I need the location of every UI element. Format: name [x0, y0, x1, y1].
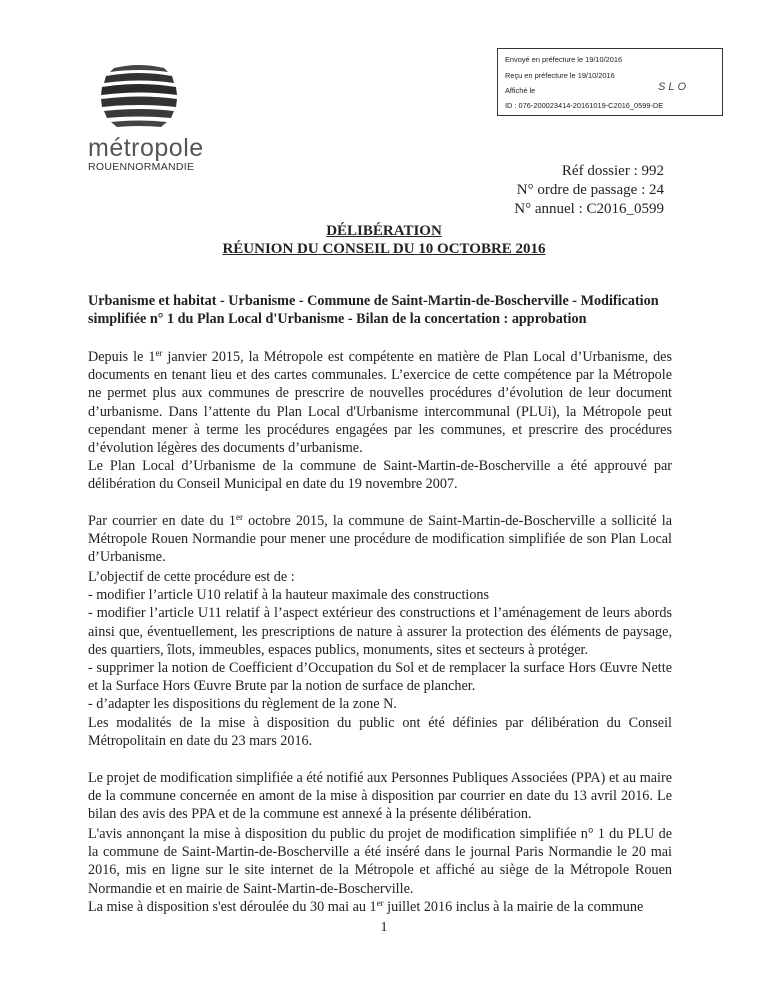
heading-deliberation	[0, 223, 768, 240]
subject-title: Urbanisme et habitat - Urbanisme - Commune de Saint-Martin-de-Boscherville - Modification simplifiée n° 1 du Plan Local d'Urbanisme - Bilan de la concertation : approbation	[88, 293, 659, 328]
objective-item: - d’adapter les dispositions du règlement de la zone N.	[88, 696, 397, 713]
paragraph-5: Les modalités de la mise à disposition du public ont été définies par délibération du Conseil Métropolitain en date du 23 mars 2016.	[88, 715, 672, 750]
brand-name: métropole	[88, 134, 204, 162]
page-number: 1	[380, 920, 388, 935]
ref-annuel: N° annuel : C2016_0599	[514, 201, 664, 217]
stamp-received: Reçu en préfecture le 19/10/2016	[505, 71, 615, 80]
stamp-signature: SLO	[658, 81, 690, 93]
objectives-intro: L’objectif de cette procédure est de :	[88, 569, 295, 585]
ref-dossier: Réf dossier : 992	[561, 163, 664, 179]
stamp-id: ID : 076-200023414-20161019-C2016_0599-DE	[505, 101, 664, 110]
metropole-sphere-icon	[84, 58, 194, 134]
objective-item: - modifier l’article U11 relatif à l’aspect extérieur des constructions et l’aménagement de leurs abords ainsi que, éventuellement, les prescriptions de nature à assurer la protection des éléments de paysage, des quartiers, îlots, immeubles, espaces publics, monuments, sites et secteurs à protéger.	[88, 605, 672, 658]
heading-line2: RÉUNION DU CONSEIL DU 10 OCTOBRE 2016	[222, 241, 546, 257]
paragraph-7: L'avis annonçant la mise à disposition du public du projet de modification simplifiée n° 1 du PLU de la commune de Saint-Martin-de-Boscherville a été inséré dans le journal Paris Normandie le 20 mai 2016, mis en ligne sur le site internet de la Métropole et affiché au siège de la Métropole Rouen Normandie et en mairie de Saint-Martin-de-Boscherville.	[88, 826, 672, 897]
stamp-posted: Affiché le	[505, 86, 536, 95]
objective-item: - supprimer la notion de Coefficient d’Occupation du Sol et de remplacer la surface Hors Œuvre Nette et la Surface Hors Œuvre Brute par la notion de surface de plancher.	[88, 660, 672, 695]
heading-line1: DÉLIBÉRATION	[326, 223, 442, 239]
stamp-sent: Envoyé en préfecture le 19/10/2016	[505, 55, 623, 64]
paragraph-8: La mise à disposition s'est déroulée du 30 mai au 1er juillet 2016 inclus à la mairie de la commune	[88, 898, 644, 915]
paragraph-2: Le Plan Local d’Urbanisme de la commune de Saint-Martin-de-Boscherville a été approuvé par délibération du Conseil Municipal en date du 19 novembre 2007.	[88, 458, 672, 493]
paragraph-3: Par courrier en date du 1er octobre 2015, la commune de Saint-Martin-de-Boscherville a sollicité la Métropole Rouen Normandie pour mener une procédure de modification simplifiée de son Plan Local d’Urbanisme.	[88, 512, 672, 566]
heading-reunion	[0, 241, 768, 258]
paragraph-1: Depuis le 1er janvier 2015, la Métropole est compétente en matière de Plan Local d’Urbanisme, des documents en tenant lieu et des cartes communales. L’exercice de cette compétence par la Métropole ne permet plus aux communes de prescrire de nouvelles procédures d’évolution de leur document d’urbanisme. Dans l’attente du Plan Local d'Urbanisme intercommunal (PLUi), la Métropole peut cependant mener à terme les procédures engagées par les communes, et prescrire des procédures d’évolution légères des documents d’urbanisme.	[88, 348, 672, 457]
brand-subtitle: ROUENNORMANDIE	[88, 161, 195, 173]
prefecture-stamp	[497, 48, 723, 116]
paragraph-6: Le projet de modification simplifiée a été notifié aux Personnes Publiques Associées (PPA) et au maire de la commune concernée en amont de la mise à disposition par courrier en date du 13 avril 2016. Le bilan des avis des PPA et de la commune est annexé à la présente délibération.	[88, 770, 672, 823]
objectives-list	[88, 568, 672, 714]
objective-item: - modifier l’article U10 relatif à la hauteur maximale des constructions	[88, 587, 490, 604]
ref-ordre: N° ordre de passage : 24	[516, 182, 664, 198]
